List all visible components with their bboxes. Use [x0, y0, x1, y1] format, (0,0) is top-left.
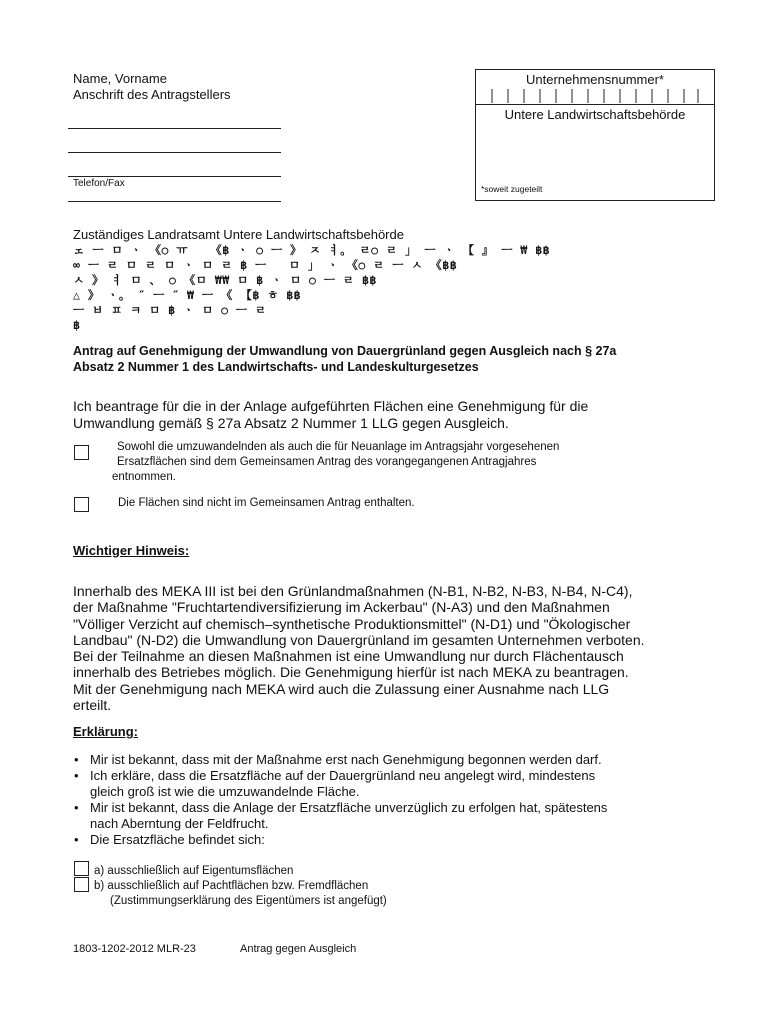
choice-a-checkbox[interactable] — [74, 861, 89, 876]
company-number-label: Unternehmensnummer* — [525, 72, 664, 87]
application-title-line2: Absatz 2 Nummer 1 des Landwirtschafts- und Landeskulturgesetzes — [73, 360, 479, 374]
garbled-line: △ 》 ㆍ。 ″ ㅡ ″ ₩ ㅡ 《 【฿ ㅎ ฿฿ — [73, 288, 302, 302]
choice-b-label: b) ausschließlich auf Pachtflächen bzw. Fremdflächen — [94, 880, 369, 892]
box-divider — [476, 104, 714, 105]
footnote-soweit: *soweit zugeteilt — [481, 184, 543, 194]
request-line2: Umwandlung gemäß § 27a Absatz 2 Nummer 1 LLG gegen Ausgleich. — [73, 415, 509, 431]
notice-line: Innerhalb des MEKA III ist bei den Grünlandmaßnahmen (N-B1, N-B2, N-B3, N-B4, N-C4), — [73, 583, 633, 599]
declaration-bullet-1: • Mir ist bekannt, dass mit der Maßnahme erst nach Genehmigung begonnen werden darf. — [72, 752, 722, 768]
company-number-field[interactable] — [490, 89, 700, 103]
notice-heading: Wichtiger Hinweis: — [73, 543, 190, 558]
choice-a-label: a) ausschließlich auf Eigentumsflächen — [94, 865, 294, 877]
option2-text: Die Flächen sind nicht im Gemeinsamen Antrag enthalten. — [118, 497, 415, 509]
notice-body — [73, 583, 645, 713]
option1-text — [117, 440, 559, 470]
application-title-line1: Antrag auf Genehmigung der Umwandlung von Dauergrünland gegen Ausgleich nach § 27a — [73, 344, 617, 358]
option1-line2: Ersatzflächen sind dem Gemeinsamen Antrag des vorangegangenen Antragjahres — [117, 456, 537, 468]
company-number-box — [475, 69, 715, 201]
name-label: Name, Vorname — [73, 71, 167, 86]
address-line-1[interactable] — [68, 128, 281, 129]
phone-label: Telefon/Fax — [73, 178, 125, 189]
notice-line: Landbau" (N-D2) die Umwandlung von Dauergrünland im gesamten Unternehmen verboten. — [73, 631, 645, 648]
notice-line: Mit der Genehmigung nach MEKA wird auch die Zulassung einer Ausnahme nach LLG — [73, 680, 610, 697]
address-line-3[interactable] — [68, 176, 281, 177]
option1-line3: entnommen. — [112, 471, 176, 483]
address-line-2[interactable] — [68, 152, 281, 153]
choice-b-note: (Zustimmungserklärung des Eigentümers ist angefügt) — [110, 895, 387, 907]
phone-line[interactable] — [68, 201, 281, 202]
notice-line: erteilt. — [73, 697, 112, 714]
declaration-bullet-2: • Ich erkläre, dass die Ersatzfläche auf der Dauergrünland neu angelegt wird, mindestens gleich groß ist wie die umzuwandelnde Fläche. — [72, 768, 722, 800]
declaration-heading: Erklärung: — [73, 724, 139, 739]
garbled-line: ∞ ㅡ ㄹ ㅁ ㄹ ㅁ ㆍ ㅁ ㄹ ฿ ㅡ ㅁ 」 ㆍ 《○ ㄹ ㅡ ㅅ 《฿฿ — [73, 258, 458, 272]
option1-checkbox[interactable] — [74, 445, 89, 460]
declaration-bullet-4: • Die Ersatzfläche befindet sich: — [72, 832, 722, 848]
option1-line1: Sowohl die umzuwandelnden als auch die für Neuanlage im Antragsjahr vorgesehenen — [117, 441, 560, 453]
application-title — [73, 343, 616, 375]
form-id: 1803-1202-2012 MLR-23 — [73, 943, 196, 955]
option2-checkbox[interactable] — [74, 497, 89, 512]
digit-separators — [490, 89, 700, 103]
notice-line: Bei der Teilnahme an diesen Maßnahmen ist eine Umwandlung nur durch Flächentausch — [73, 648, 624, 665]
garbled-line: ㅡ ㅂ ㅍ ㅋ ㅁ ฿ ㆍ ㅁ ○ ㅡ ㄹ — [73, 303, 267, 317]
request-text — [73, 398, 588, 432]
authority-label: Untere Landwirtschaftsbehörde — [504, 107, 686, 122]
garbled-address-block — [73, 243, 550, 333]
choice-b-checkbox[interactable] — [74, 877, 89, 892]
notice-line: "Völliger Verzicht auf chemisch–synthetische Produktionsmittel" (N-D1) und "Ökologischer — [73, 615, 631, 632]
declaration-list — [72, 752, 722, 848]
garbled-line: ェ ㅡ ㅁ ㆍ 《○ ㅠ 《฿ ㆍ ○ ㅡ 》 ㅈ ㅕ。 ㄹ○ ㄹ 」 ㅡ ㆍ 【 』 ㅡ ₩ ฿฿ — [73, 243, 551, 257]
declaration-bullet-3: • Mir ist bekannt, dass die Anlage der Ersatzfläche unverzüglich zu erfolgen hat, spätestens nach Aberntung der Feldfrucht. — [72, 800, 722, 832]
garbled-line: ㅅ 》 ㅕ ㅁ 、 ○ 《ㅁ ₩₩ ㅁ ฿ ㆍ ㅁ ○ ㅡ ㄹ ฿฿ — [73, 273, 377, 287]
request-line1: Ich beantrage für die in der Anlage aufgeführten Flächen eine Genehmigung für die — [73, 398, 589, 414]
form-title: Antrag gegen Ausgleich — [240, 943, 357, 955]
recipient-title: Zuständiges Landratsamt Untere Landwirtschaftsbehörde — [73, 227, 404, 242]
garbled-line: ฿ — [73, 318, 81, 332]
notice-line: innerhalb des Betriebes möglich. Die Genehmigung hierfür ist nach MEKA zu beantragen. — [73, 664, 629, 681]
notice-line: der Maßnahme "Fruchtartendiversifizierung im Ackerbau" (N-A3) und den Maßnahmen — [73, 599, 610, 616]
address-label: Anschrift des Antragstellers — [73, 87, 231, 102]
